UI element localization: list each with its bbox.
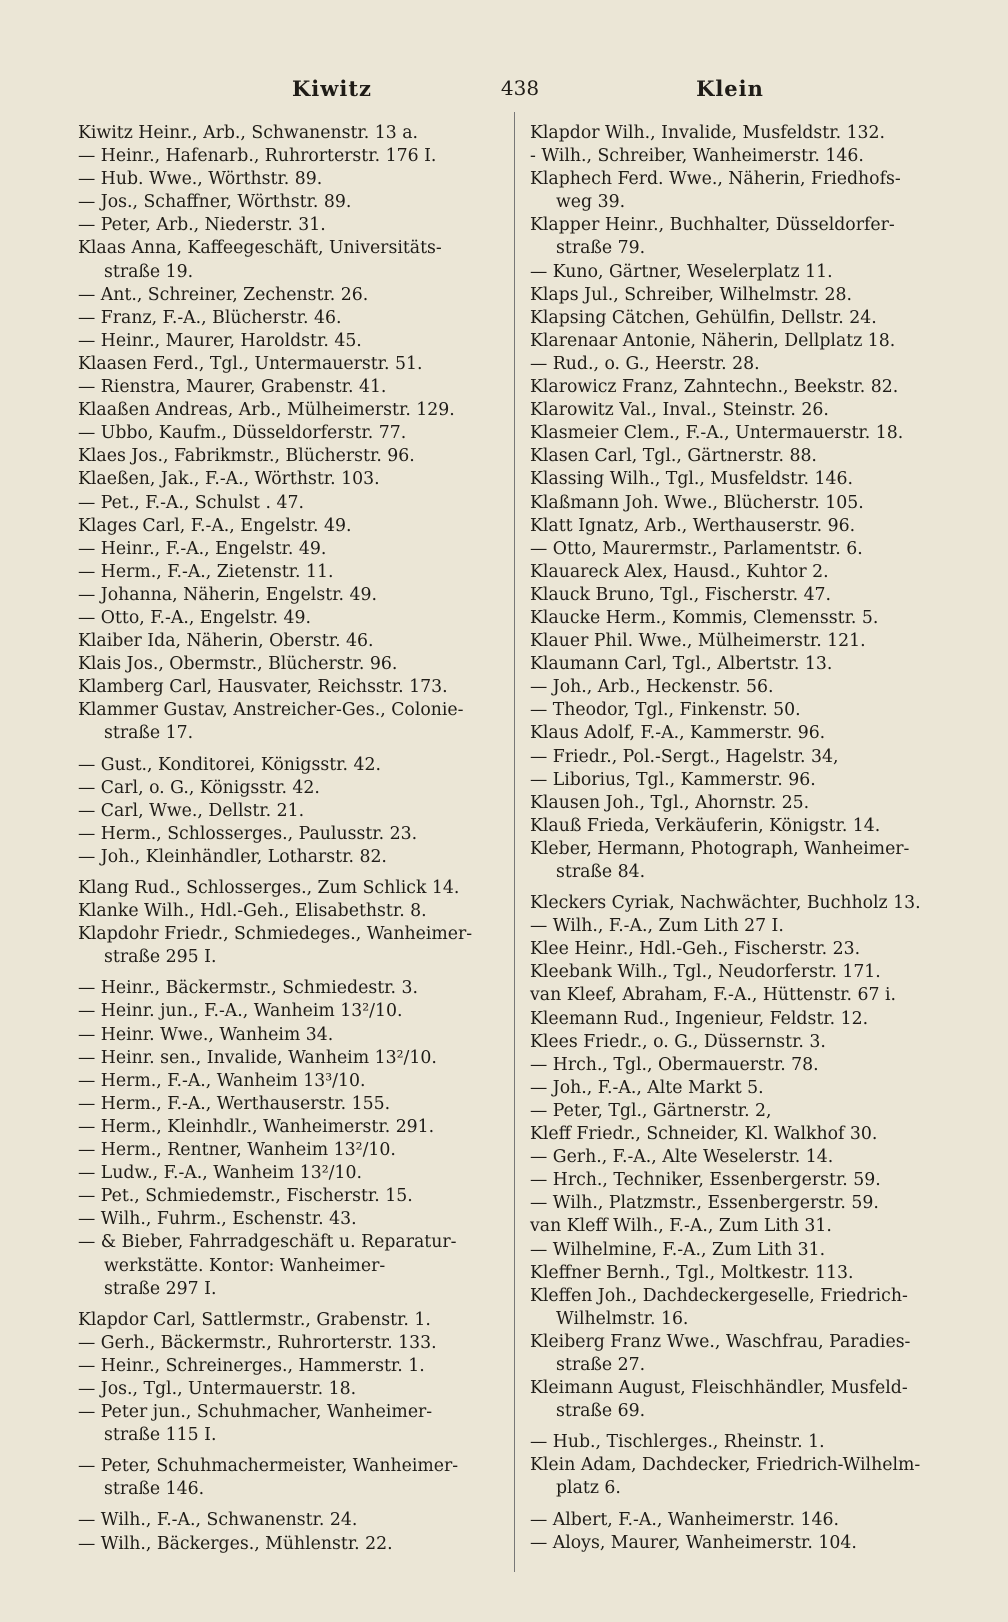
directory-entry [78, 1455, 498, 1501]
directory-entry [530, 699, 950, 722]
directory-entry [78, 877, 498, 900]
column-divider [514, 112, 515, 1572]
entry-text: — Peter, Arb., Niederstr. 31. [78, 215, 326, 236]
directory-entry [78, 1533, 498, 1556]
directory-entry [530, 1192, 950, 1215]
entry-text: — Otto, F.-A., Engelstr. 49. [78, 607, 312, 628]
entry-text: — Albert, F.-A., Wanheimerstr. 146. [530, 1509, 839, 1530]
directory-entry [530, 1431, 950, 1454]
entry-text: — Herm., Rentner, Wanheim 13²/10. [78, 1140, 396, 1161]
directory-entry [78, 445, 498, 468]
entry-text: Klapper Heinr., Buchhalter, Düsseldorfer- [530, 215, 895, 236]
directory-entry [78, 1185, 498, 1208]
entry-text: — Herm., F.-A., Werthauserstr. 155. [78, 1093, 391, 1114]
entry-text: — Peter, Tgl., Gärtnerstr. 2, [530, 1100, 772, 1121]
directory-entry [78, 800, 498, 823]
directory-entry [530, 1509, 950, 1532]
entry-text: — Herm., Schlosserges., Paulusstr. 23. [78, 823, 418, 844]
directory-entry [530, 1054, 950, 1077]
entry-continuation: weg 39. [556, 192, 626, 213]
entry-text: — Ant., Schreiner, Zechenstr. 26. [78, 284, 369, 305]
entry-continuation: platz 6. [556, 1478, 621, 1499]
directory-entry [530, 376, 950, 399]
entry-text: — Heinr., Hafenarb., Ruhrorterstr. 176 I. [78, 146, 437, 167]
entry-text: — Friedr., Pol.-Sergt., Hagelstr. 34, [530, 746, 839, 767]
entry-text: Klaphech Ferd. Wwe., Näherin, Friedhofs- [530, 169, 901, 190]
directory-entry [78, 1231, 498, 1300]
directory-entry [530, 538, 950, 561]
header-left-keyword: Kiwitz [292, 76, 372, 101]
entry-text: — Wilhelmine, F.-A., Zum Lith 31. [530, 1239, 826, 1260]
entry-text: — Gerh., F.-A., Alte Weselerstr. 14. [530, 1147, 834, 1168]
entry-text: Kleebank Wilh., Tgl., Neudorferstr. 171. [530, 962, 881, 983]
entry-continuation: straße 115 I. [104, 1425, 217, 1446]
entry-text: — Kuno, Gärtner, Weselerplatz 11. [530, 261, 833, 282]
entry-text: Kiwitz Heinr., Arb., Schwanenstr. 13 a. [78, 123, 419, 143]
directory-entry [530, 399, 950, 422]
directory-entry [530, 584, 950, 607]
entry-continuation: straße 17. [104, 723, 194, 744]
entry-text: Kleffen Joh., Dachdeckergeselle, Friedrich- [530, 1285, 908, 1306]
directory-entry [78, 653, 498, 676]
directory-entry [78, 1093, 498, 1116]
entry-text: — Joh., Kleinhändler, Lotharstr. 82. [78, 846, 387, 867]
entry-text: — Franz, F.-A., Blücherstr. 46. [78, 307, 342, 328]
directory-entry [530, 330, 950, 353]
entry-text: — Pet., F.-A., Schulst . 47. [78, 492, 304, 513]
entry-text: Kleff Friedr., Schneider, Kl. Walkhof 30. [530, 1124, 878, 1145]
entry-text: — Aloys, Maurer, Wanheimerstr. 104. [530, 1532, 857, 1553]
entry-text: Klaaßen Andreas, Arb., Mülheimerstr. 129. [78, 400, 455, 421]
directory-entry [530, 1262, 950, 1285]
directory-entry [78, 1208, 498, 1231]
directory-entry [530, 607, 950, 630]
directory-entry [530, 1100, 950, 1123]
directory-entry [78, 923, 498, 969]
directory-entry [78, 284, 498, 307]
directory-entry [78, 1116, 498, 1139]
entry-text: Klassing Wilh., Tgl., Musfeldstr. 146. [530, 469, 853, 490]
directory-entry [78, 1332, 498, 1355]
directory-entry [530, 769, 950, 792]
entry-text: — Wilh., F.-A., Zum Lith 27 I. [530, 916, 784, 937]
entry-continuation: straße 84. [556, 862, 646, 882]
directory-entry [78, 561, 498, 584]
directory-entry [78, 1070, 498, 1093]
directory-entry [78, 1509, 498, 1532]
directory-entry [530, 722, 950, 745]
directory-entry [530, 168, 950, 214]
directory-entry [530, 492, 950, 515]
entry-text: — Heinr., F.-A., Engelstr. 49. [78, 538, 327, 559]
entry-text: — Otto, Maurermstr., Parlamentstr. 6. [530, 538, 863, 559]
entry-text: — Hrch., Techniker, Essenbergerstr. 59. [530, 1170, 881, 1191]
directory-entry [530, 838, 950, 884]
directory-entry [78, 777, 498, 800]
entry-text: — Hub. Wwe., Wörthstr. 89. [78, 169, 323, 190]
entry-text: — Johanna, Näherin, Engelstr. 49. [78, 584, 377, 605]
directory-entry [530, 214, 950, 260]
directory-entry [78, 607, 498, 630]
entry-text: — Peter, Schuhmachermeister, Wanheimer- [78, 1456, 459, 1477]
directory-entry [530, 1031, 950, 1054]
entry-text: — Wilh., Bäckerges., Mühlenstr. 22. [78, 1533, 393, 1554]
directory-entry [530, 1377, 950, 1423]
directory-entry [78, 1378, 498, 1401]
entry-text: — Hrch., Tgl., Obermauerstr. 78. [530, 1054, 819, 1075]
entry-text: — Jos., Tgl., Untermauerstr. 18. [78, 1378, 357, 1399]
directory-entry [78, 1047, 498, 1070]
entry-text: van Kleff Wilh., F.-A., Zum Lith 31. [530, 1216, 832, 1237]
entry-text: Klages Carl, F.-A., Engelstr. 49. [78, 515, 352, 536]
entry-text: — Hub., Tischlerges., Rheinstr. 1. [530, 1432, 825, 1453]
entry-text: Klaes Jos., Fabrikmstr., Blücherstr. 96. [78, 446, 415, 467]
directory-entry [78, 676, 498, 699]
entry-text: — Theodor, Tgl., Finkenstr. 50. [530, 700, 801, 721]
entry-text: — Carl, Wwe., Dellstr. 21. [78, 800, 305, 821]
entry-text: — Herm., F.-A., Zietenstr. 11. [78, 561, 334, 582]
directory-entry [78, 330, 498, 353]
entry-text: Klaps Jul., Schreiber, Wilhelmstr. 28. [530, 284, 852, 305]
entry-text: — Carl, o. G., Königsstr. 42. [78, 777, 320, 798]
entry-text: Klanke Wilh., Hdl.-Geh., Elisabethstr. 8. [78, 901, 427, 922]
entry-text: Klausen Joh., Tgl., Ahornstr. 25. [530, 792, 810, 813]
directory-entry [78, 422, 498, 445]
directory-entry [530, 815, 950, 838]
entry-text: Klarowicz Franz, Zahntechn., Beekstr. 82. [530, 377, 899, 398]
directory-entry [530, 122, 950, 145]
entry-text: Klatt Ignatz, Arb., Werthauserstr. 96. [530, 515, 856, 536]
entry-text: Klaeßen, Jak., F.-A., Wörthstr. 103. [78, 469, 380, 490]
entry-text: Kleemann Rud., Ingenieur, Feldstr. 12. [530, 1008, 869, 1029]
directory-entry [78, 307, 498, 330]
directory-entry [530, 961, 950, 984]
directory-entry [530, 630, 950, 653]
directory-entry [530, 1454, 950, 1500]
entry-text: — Gust., Konditorei, Königsstr. 42. [78, 754, 382, 775]
directory-entry [530, 938, 950, 961]
entry-text: Klapdor Carl, Sattlermstr., Grabenstr. 1. [78, 1309, 431, 1330]
directory-entry [530, 1169, 950, 1192]
entry-text: — Joh., Arb., Heckenstr. 56. [530, 677, 774, 698]
entry-text: — Heinr. jun., F.-A., Wanheim 13²/10. [78, 1001, 403, 1022]
directory-entry [530, 984, 950, 1007]
directory-entry [530, 1008, 950, 1031]
directory-entry [530, 1123, 950, 1146]
entry-text: Klapdohr Friedr., Schmiedeges., Wanheimer- [78, 924, 473, 945]
entry-text: Kleber, Hermann, Photograph, Wanheimer- [530, 838, 910, 859]
entry-text: — Liborius, Tgl., Kammerstr. 96. [530, 769, 816, 790]
entry-text: — Peter jun., Schuhmacher, Wanheimer- [78, 1402, 433, 1423]
entry-text: Klauck Bruno, Tgl., Fischerstr. 47. [530, 584, 832, 605]
entry-text: Klamberg Carl, Hausvater, Reichsstr. 173. [78, 677, 448, 698]
directory-entry [530, 445, 950, 468]
entry-text: Klasmeier Clem., F.-A., Untermauerstr. 18. [530, 423, 904, 444]
directory-entry [530, 1239, 950, 1262]
directory-entry [78, 584, 498, 607]
directory-entry [78, 1000, 498, 1023]
entry-text: — Ludw., F.-A., Wanheim 13²/10. [78, 1163, 362, 1184]
directory-entry [78, 376, 498, 399]
entry-text: Klaucke Herm., Kommis, Clemensstr. 5. [530, 607, 879, 628]
entry-text: — Wilh., Platzmstr., Essenbergerstr. 59. [530, 1193, 879, 1214]
entry-text: Klarowitz Val., Inval., Steinstr. 26. [530, 400, 829, 421]
entry-text: Klee Heinr., Hdl.-Geh., Fischerstr. 23. [530, 939, 861, 960]
entry-text: Klaus Adolf, F.-A., Kammerstr. 96. [530, 723, 826, 744]
page-number: 438 [500, 76, 540, 100]
directory-entry [78, 214, 498, 237]
entry-text: Klapsing Cätchen, Gehülfin, Dellstr. 24. [530, 307, 877, 328]
directory-entry [530, 468, 950, 491]
directory-entry [78, 846, 498, 869]
entry-text: — Heinr., Bäckermstr., Schmiedestr. 3. [78, 978, 418, 999]
directory-entry [78, 699, 498, 745]
entry-text: — Herm., F.-A., Wanheim 13³/10. [78, 1070, 366, 1091]
directory-entry [530, 746, 950, 769]
entry-text: Klauer Phil. Wwe., Mülheimerstr. 121. [530, 631, 866, 652]
directory-entry [78, 168, 498, 191]
entry-text: Kleiberg Franz Wwe., Waschfrau, Paradies- [530, 1331, 911, 1352]
entry-text: Klauß Frieda, Verkäuferin, Königstr. 14. [530, 815, 881, 836]
directory-entry [78, 754, 498, 777]
directory-entry [530, 1331, 950, 1377]
directory-entry [530, 353, 950, 376]
entry-text: Kleffner Bernh., Tgl., Moltkestr. 113. [530, 1262, 854, 1283]
directory-entry [78, 237, 498, 283]
directory-entry [78, 1024, 498, 1047]
entry-text: Klais Jos., Obermstr., Blücherstr. 96. [78, 654, 398, 675]
entry-continuation: straße 79. [556, 238, 646, 259]
directory-entry [530, 1215, 950, 1238]
directory-entry [78, 515, 498, 538]
directory-entry [78, 538, 498, 561]
entry-text: — Joh., F.-A., Alte Markt 5. [530, 1077, 764, 1098]
entry-text: — Ubbo, Kaufm., Düsseldorferstr. 77. [78, 423, 407, 444]
entry-text: — Heinr., Schreinerges., Hammerstr. 1. [78, 1355, 425, 1376]
entry-text: Kleimann August, Fleischhändler, Musfeld- [530, 1378, 908, 1399]
directory-entry [78, 977, 498, 1000]
directory-entry [78, 823, 498, 846]
directory-entry [78, 468, 498, 491]
directory-entry [530, 792, 950, 815]
directory-entry [78, 630, 498, 653]
directory-entry [530, 653, 950, 676]
entry-text: Klapdor Wilh., Invalide, Musfeldstr. 132. [530, 123, 886, 143]
entry-text: — & Bieber, Fahrradgeschäft u. Reparatur- [78, 1232, 457, 1253]
entry-text: Klauareck Alex, Hausd., Kuhtor 2. [530, 561, 829, 582]
directory-entry [530, 515, 950, 538]
directory-entry [78, 1162, 498, 1185]
entry-text: Klaiber Ida, Näherin, Oberstr. 46. [78, 631, 374, 652]
directory-entry [78, 900, 498, 923]
entry-text: - Wilh., Schreiber, Wanheimerstr. 146. [530, 146, 864, 167]
directory-entry [530, 145, 950, 168]
directory-entry [78, 1139, 498, 1162]
directory-entry [78, 399, 498, 422]
entry-text: — Gerh., Bäckermstr., Ruhrorterstr. 133. [78, 1332, 437, 1353]
directory-entry [530, 307, 950, 330]
entry-text: — Wilh., Fuhrm., Eschenstr. 43. [78, 1209, 357, 1230]
entry-text: — Heinr., Maurer, Haroldstr. 45. [78, 330, 362, 351]
directory-entry [530, 676, 950, 699]
entry-text: — Jos., Schaffner, Wörthstr. 89. [78, 192, 352, 213]
entry-text: Klaßmann Joh. Wwe., Blücherstr. 105. [530, 492, 864, 513]
entry-text: — Heinr. sen., Invalide, Wanheim 13²/10. [78, 1047, 437, 1068]
directory-entry [530, 1532, 950, 1555]
entry-text: Kleckers Cyriak, Nachwächter, Buchholz 13. [530, 893, 921, 914]
entry-text: — Wilh., F.-A., Schwanenstr. 24. [78, 1510, 358, 1531]
entry-text: Klein Adam, Dachdecker, Friedrich-Wilhelm- [530, 1455, 921, 1476]
entry-text: van Kleef, Abraham, F.-A., Hüttenstr. 67 i. [530, 985, 896, 1006]
header-right-keyword: Klein [696, 76, 764, 101]
directory-entry [78, 353, 498, 376]
entry-continuation: straße 295 I. [104, 947, 217, 968]
directory-entry [530, 422, 950, 445]
directory-entry [78, 191, 498, 214]
directory-entry [78, 492, 498, 515]
entry-continuation: straße 19. [104, 261, 194, 282]
entry-continuation: straße 27. [556, 1354, 646, 1375]
entry-text: Klees Friedr., o. G., Düssernstr. 3. [530, 1031, 826, 1052]
entry-text: Klaasen Ferd., Tgl., Untermauerstr. 51. [78, 353, 423, 374]
entry-text: Klasen Carl, Tgl., Gärtnerstr. 88. [530, 446, 817, 467]
entry-text: Klaumann Carl, Tgl., Albertstr. 13. [530, 654, 833, 675]
entry-text: — Pet., Schmiedemstr., Fischerstr. 15. [78, 1186, 413, 1207]
entry-continuation: werkstätte. Kontor: Wanheimer- [104, 1255, 386, 1276]
directory-entry [78, 1401, 498, 1447]
directory-entry [530, 561, 950, 584]
entry-text: Klang Rud., Schlosserges., Zum Schlick 14. [78, 878, 460, 898]
entry-text: Klammer Gustav, Anstreicher-Ges., Colonie- [78, 700, 464, 721]
entry-text: — Rienstra, Maurer, Grabenstr. 41. [78, 377, 387, 398]
entry-continuation: straße 146. [104, 1479, 205, 1500]
directory-entry [78, 1355, 498, 1378]
directory-entry [78, 122, 498, 145]
directory-entry [78, 145, 498, 168]
entry-text: Klaas Anna, Kaffeegeschäft, Universitäts- [78, 238, 442, 259]
entry-continuation: straße 297 I. [104, 1278, 217, 1299]
directory-entry [530, 915, 950, 938]
entry-text: — Herm., Kleinhdlr., Wanheimerstr. 291. [78, 1116, 435, 1137]
directory-entry [530, 1146, 950, 1169]
entry-text: — Rud., o. G., Heerstr. 28. [530, 353, 760, 374]
directory-entry [530, 284, 950, 307]
entry-text: Klarenaar Antonie, Näherin, Dellplatz 18. [530, 330, 896, 351]
left-column [78, 122, 498, 1556]
entry-continuation: straße 69. [556, 1401, 646, 1422]
directory-entry [530, 1285, 950, 1331]
right-column [530, 122, 950, 1555]
directory-entry [530, 1077, 950, 1100]
directory-entry [530, 892, 950, 915]
entry-continuation: Wilhelmstr. 16. [556, 1308, 689, 1329]
directory-entry [530, 261, 950, 284]
entry-text: — Heinr. Wwe., Wanheim 34. [78, 1024, 334, 1045]
directory-entry [78, 1309, 498, 1332]
